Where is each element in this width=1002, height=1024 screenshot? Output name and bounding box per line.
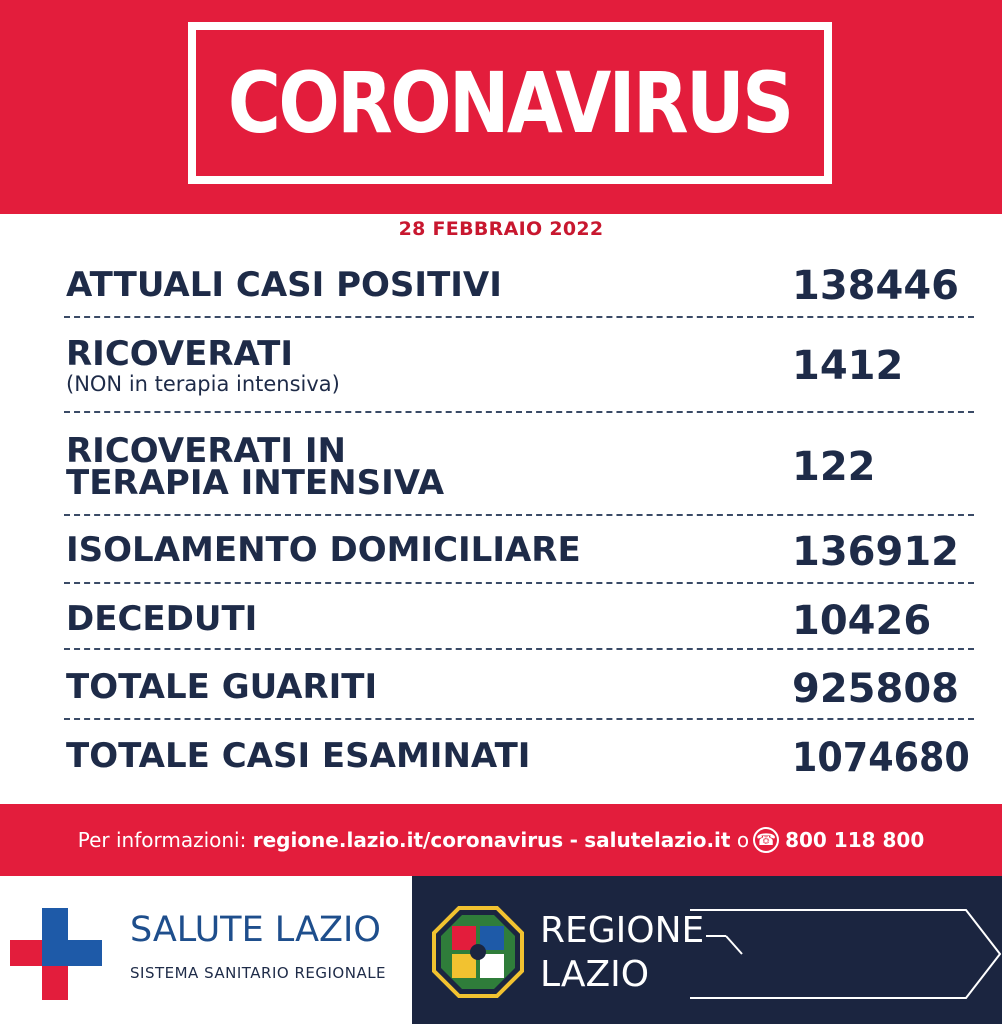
stat-label: TOTALE GUARITI xyxy=(66,667,378,707)
header-banner xyxy=(0,0,1002,214)
stat-row-ricoverati xyxy=(64,318,974,413)
stat-row-deceduti xyxy=(64,584,974,650)
regione-lazio-crest-icon xyxy=(432,906,524,998)
stat-value: 1074680 xyxy=(792,735,970,781)
stat-value: 136912 xyxy=(792,529,959,575)
regione-lazio-line2: LAZIO xyxy=(540,954,650,995)
salute-lazio-subtitle: SISTEMA SANITARIO REGIONALE xyxy=(130,964,387,982)
stat-label: RICOVERATI xyxy=(66,334,294,374)
phone-icon: ☎ xyxy=(753,827,779,853)
regione-lazio-line1: REGIONE xyxy=(540,910,705,951)
salutelazio-link[interactable]: salutelazio.it xyxy=(584,828,731,852)
info-prefix: Per informazioni: xyxy=(77,828,247,852)
stat-label: DECEDUTI xyxy=(66,599,258,639)
stat-value: 925808 xyxy=(792,666,959,712)
stat-note: (NON in terapia intensiva) xyxy=(66,372,340,396)
stat-label: ISOLAMENTO DOMICILIARE xyxy=(66,530,581,570)
phone-number[interactable]: 800 118 800 xyxy=(785,828,925,852)
stat-row-terapia-intensiva xyxy=(64,413,974,516)
stat-value: 122 xyxy=(792,444,876,490)
stat-row-isolamento-domiciliare xyxy=(64,516,974,584)
stat-label-line2: TERAPIA INTENSIVA xyxy=(66,463,445,503)
page-title: CORONAVIRUS xyxy=(228,54,792,152)
stat-row-attuali-casi-positivi xyxy=(64,252,974,318)
stat-value: 138446 xyxy=(792,263,959,309)
stat-value: 1412 xyxy=(792,343,904,389)
salute-lazio-name: SALUTE LAZIO xyxy=(130,910,381,950)
salute-lazio-cross-logo xyxy=(10,908,102,1000)
stat-label-line1: RICOVERATI IN xyxy=(66,431,346,471)
report-date: 28 FEBBRAIO 2022 xyxy=(398,218,604,240)
stat-value: 10426 xyxy=(792,598,932,644)
stat-label: ATTUALI CASI POSITIVI xyxy=(66,265,502,305)
info-bar xyxy=(0,804,1002,876)
stat-row-totale-casi-esaminati xyxy=(64,720,974,796)
regione-coronavirus-link[interactable]: regione.lazio.it/coronavirus xyxy=(252,828,564,852)
stat-row-totale-guariti xyxy=(64,650,974,720)
title-frame xyxy=(188,22,832,184)
chevron-lines-decoration xyxy=(690,896,1002,1012)
stat-label: TOTALE CASI ESAMINATI xyxy=(66,736,531,776)
info-or: o xyxy=(736,828,750,852)
info-separator: - xyxy=(569,828,578,852)
